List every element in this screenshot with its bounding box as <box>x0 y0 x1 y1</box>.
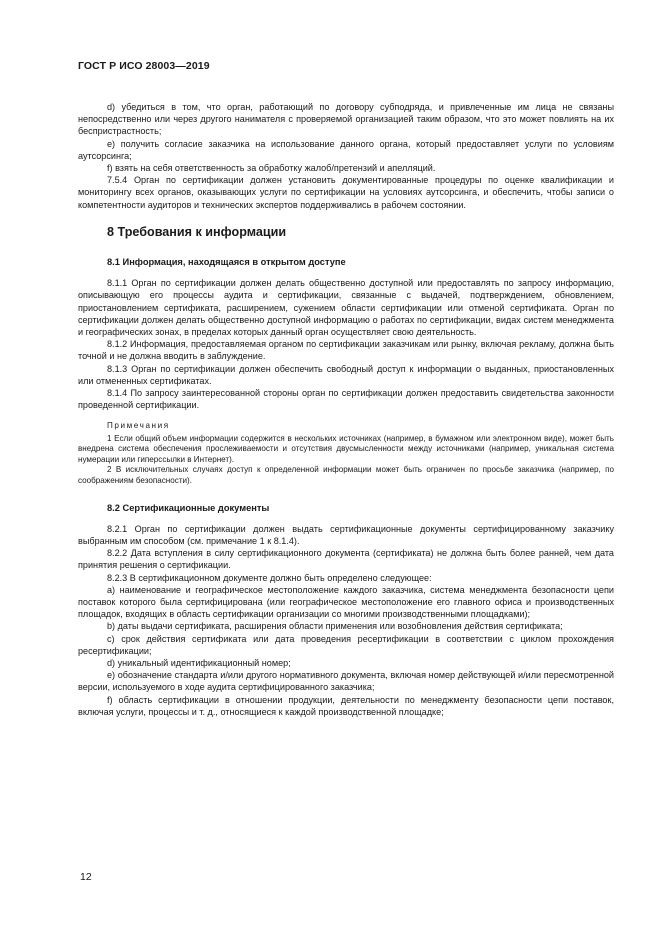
paragraph: 8.2.2 Дата вступления в силу сертификационного документа (сертификата) не должна быть более ранней, чем дата принятия решения о сертификации. <box>78 548 614 571</box>
list-item: d) уникальный идентификационный номер; <box>107 658 291 669</box>
document-body <box>78 101 614 718</box>
paragraph: 8.1.2 Информация, предоставляемая органом по сертификации заказчикам или рынку, включая рекламу, должна быть точной и не должна вводить в заблуждение. <box>78 339 614 362</box>
note: 2 В исключительных случаях доступ к определенной информации может быть ограничен по просьбе заказчика (например, по соображениям безопасности). <box>78 465 614 486</box>
paragraph: 8.2.3 В сертификационном документе должно быть определено следующее: <box>107 572 432 583</box>
paragraph: 8.1.3 Орган по сертификации должен обеспечить свободный доступ к информации о выданных, приостановленных или отмененных сертификатах. <box>78 363 614 386</box>
list-item: e) обозначение стандарта и/или другого нормативного документа, включая номер действующей и/или пересмотренной версии, используемого в ходе аудита сертифицированного заказчика; <box>78 670 614 693</box>
document-header: ГОСТ Р ИСО 28003—2019 <box>78 60 210 72</box>
paragraph: e) получить согласие заказчика на использование данного органа, который предоставляет услуги по условиям аутсорсинга; <box>78 138 614 161</box>
list-item: c) срок действия сертификата или дата проведения ресертификации в соответствии с циклом прохождения ресертификации; <box>78 633 614 656</box>
list-item: b) даты выдачи сертификата, расширения области применения или возобновления действия сертификата; <box>107 621 563 632</box>
subsection-heading: 8.1 Информация, находящаяся в открытом доступе <box>107 257 346 268</box>
paragraph: 8.1.4 По запросу заинтересованной стороны орган по сертификации должен предоставить свидетельства законности проведенной сертификации. <box>78 388 614 411</box>
paragraph: 8.2.1 Орган по сертификации должен выдать сертификационные документы сертифицированному заказчику выбранным им способом (см. примечание 1 к 8.1.4). <box>78 523 614 547</box>
paragraph: 8.1.1 Орган по сертификации должен делать общественно доступной или предоставлять по запросу информацию, описывающую его процессы аудита и сертификации, связанные с выдачей, подтверждением, обновлением, приостановлением сертификата, расширением, сужением области сертификации или отменой сертификата. Орган по сертификации должен делать общественно доступной информацию о работах по сертификации, видах систем менеджмента и географических зонах, в пределах которых данный орган осуществляет свою деятельность. <box>78 278 614 338</box>
note: 1 Если общий объем информации содержится в нескольких источниках (например, в бумажном или электронном виде), может быть внедрена система обеспечения прослеживаемости и отсутствия двусмысленности между источниками (например, уникальная система нумерации или гиперссылки в Интернет). <box>78 433 614 464</box>
list-item: f) область сертификации в отношении продукции, деятельности по менеджменту безопасности цепи поставок, включая услуги, процессы и т. д., относящиеся к каждой производственной площадке; <box>78 694 614 717</box>
list-item: a) наименование и географическое местоположение каждого заказчика, система менеджмента безопасности цепи поставок которого была сертифицирована (или географическое местоположение его главного офиса и производственных площадок, входящих в область сертификации организации со многими производственными площадками); <box>78 584 614 620</box>
subsection-heading: 8.2 Сертификационные документы <box>107 502 270 513</box>
paragraph: 7.5.4 Орган по сертификации должен установить документированные процедуры по оценке квалификации и мониторингу всех органов, оказывающих услуги по сертификации на условиях аутсорсинга, и обеспечить, чтобы записи о компетентности аудиторов и технических экспертов поддерживались в рабочем состоянии. <box>78 175 614 210</box>
paragraph: d) убедиться в том, что орган, работающий по договору субподряда, и привлеченные им лица не связаны непосредственно или через другого нанимателя с проверяемой организацией таким образом, что это может повлиять на их беспристрастность; <box>78 102 614 137</box>
notes-heading: Примечания <box>107 421 170 431</box>
section-heading: 8 Требования к информации <box>107 224 287 239</box>
paragraph: f) взять на себя ответственность за обработку жалоб/претензий и апелляций. <box>107 163 436 174</box>
page-number: 12 <box>80 871 92 883</box>
